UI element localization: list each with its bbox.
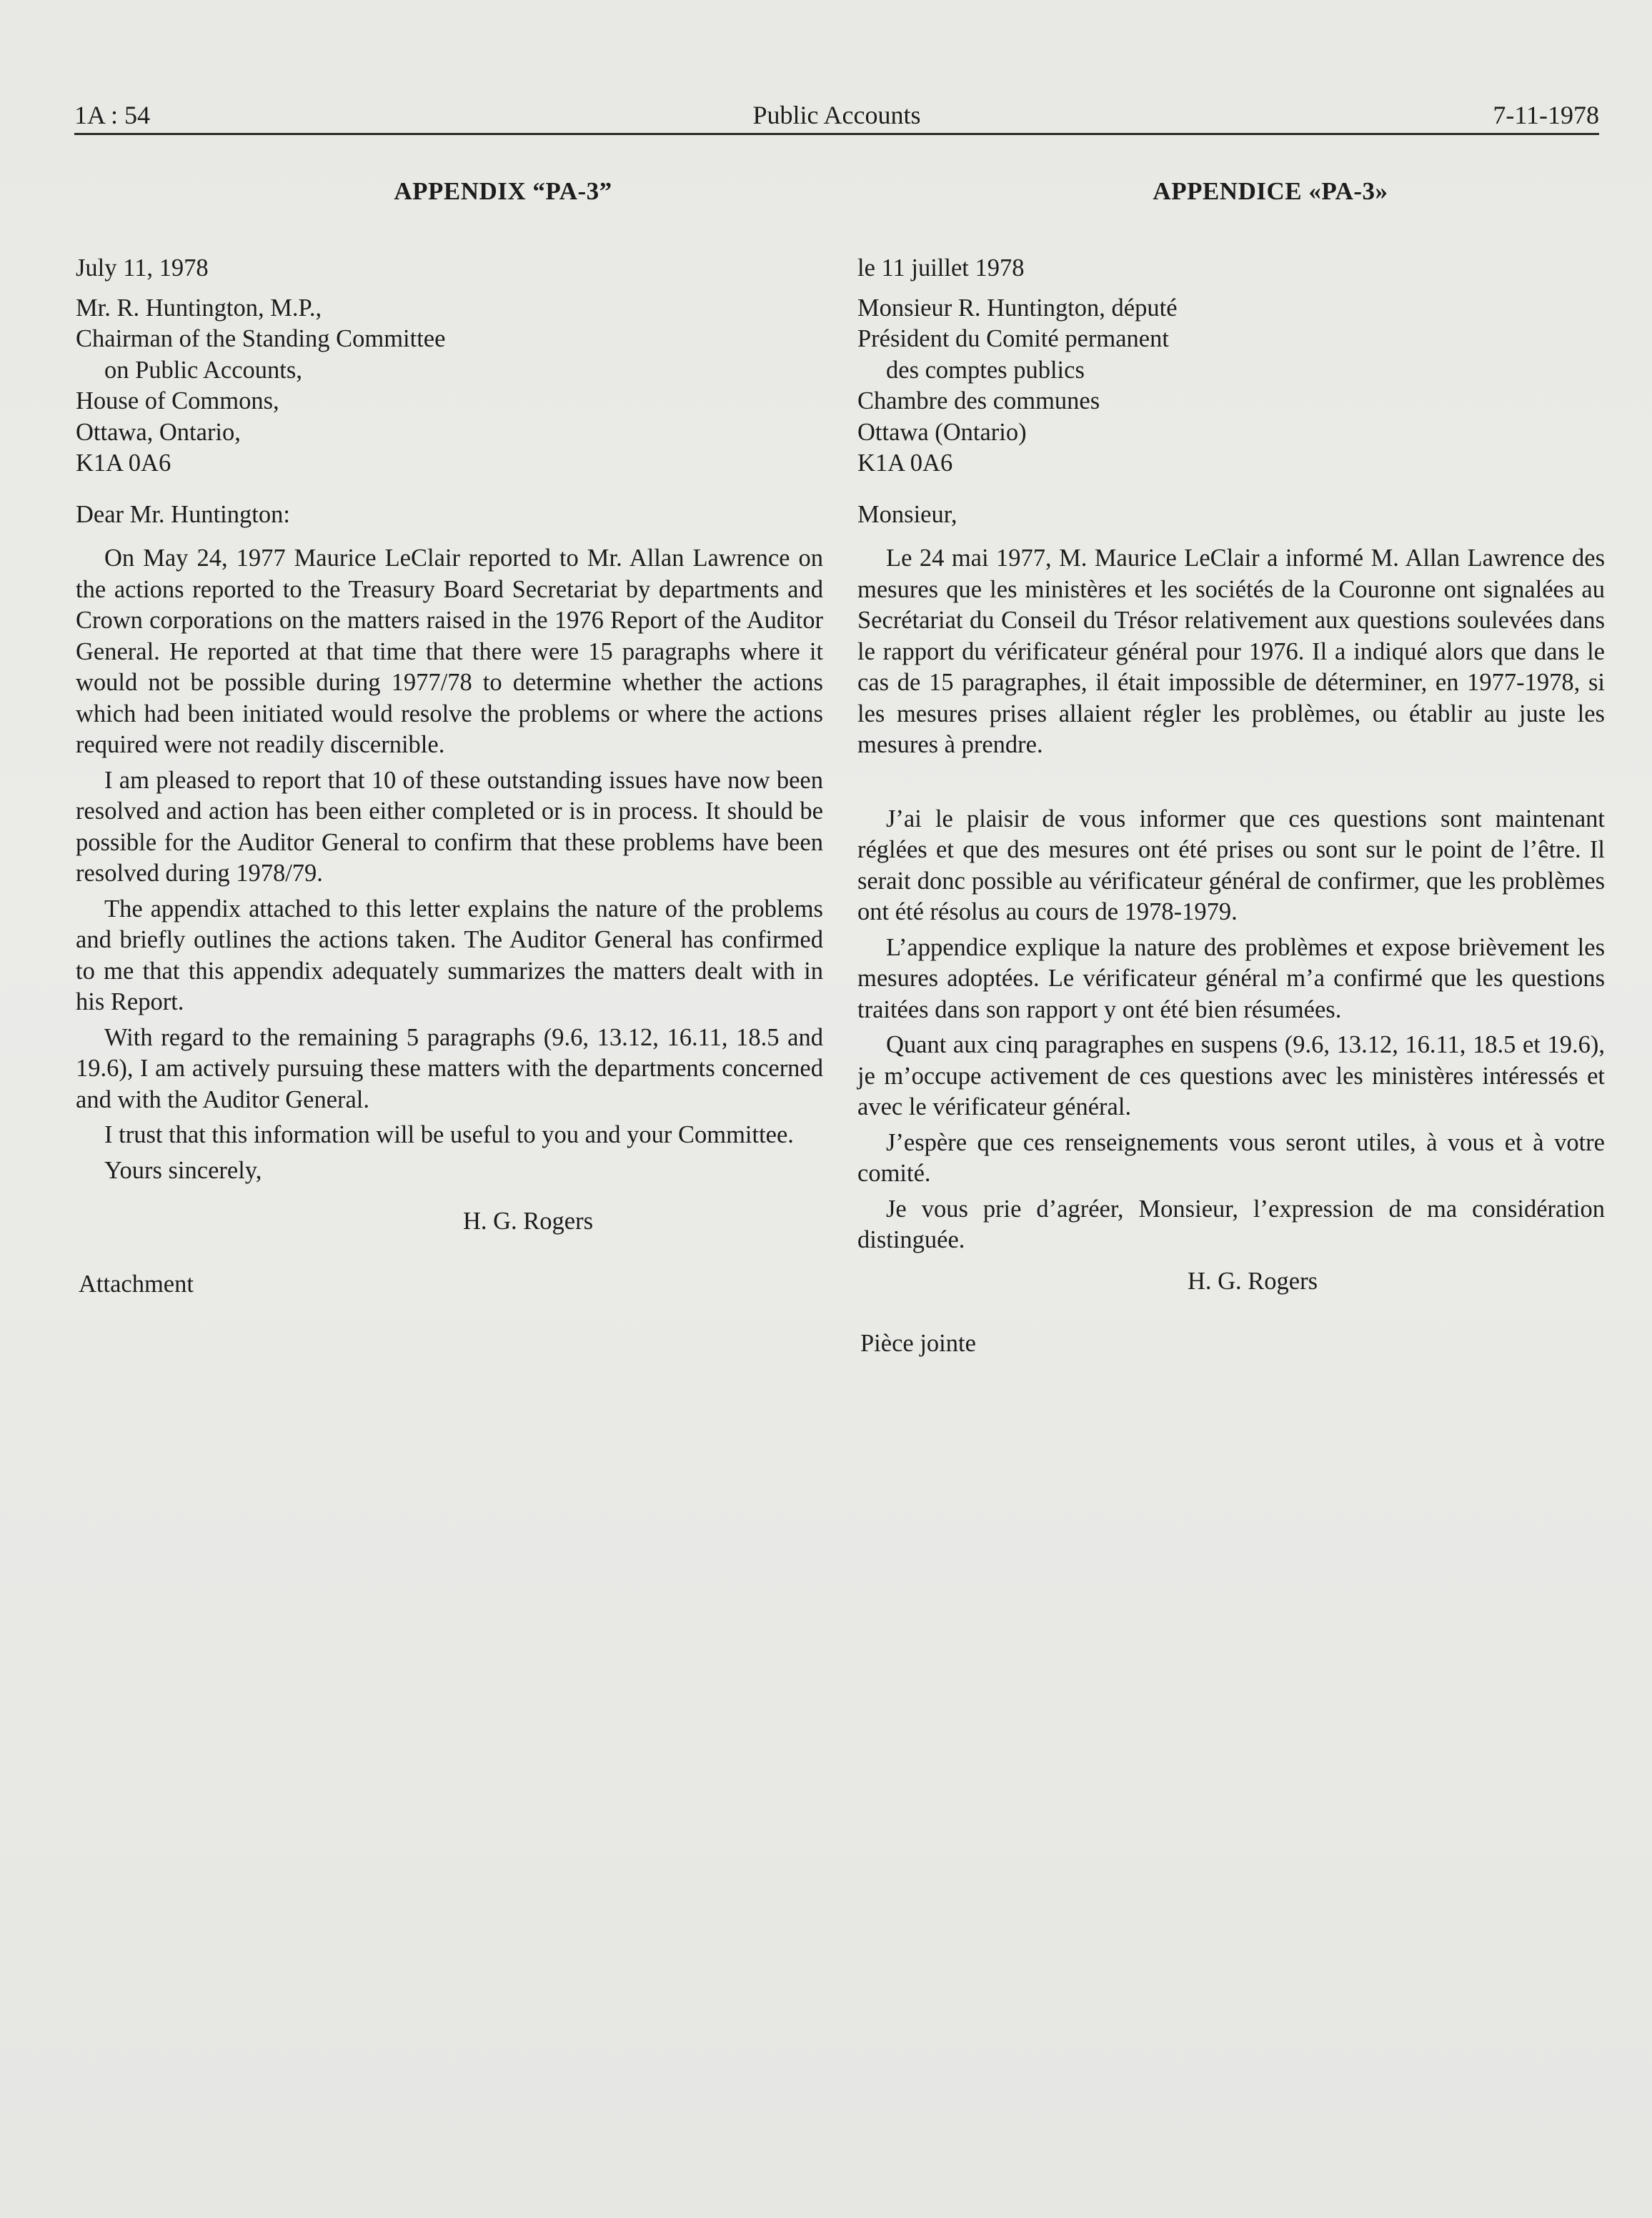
paragraph: J’ai le plaisir de vous informer que ces questions sont maintenant réglées et que des mesures ont été prises ou sont sur le point de l’être. Il serait donc possible au vérificateur général de confirmer, que les problèmes ont été résolus au cours de 1978-1979. [857, 805, 1605, 925]
paragraph: I trust that this information will be useful to you and your Committee. [104, 1121, 794, 1148]
address-line: House of Commons, [76, 387, 279, 414]
paragraph: On May 24, 1977 Maurice LeClair reported to Mr. Allan Lawrence on the actions reported to the Treasury Board Secretariat by departments and Crown corporations on the matters raised in the 1976 Report of the Auditor General. He reported at that time that there were 15 paragraphs where it would not be possible during 1977/78 to determine whether the actions which had been initiated would resolve the problems or where the actions required were not readily discernible. [76, 544, 823, 758]
running-head [74, 97, 1599, 133]
salutation-fr: Monsieur, [857, 500, 957, 528]
attachment-fr: Pièce jointe [860, 1330, 976, 1357]
closing-en: Yours sincerely, [104, 1156, 262, 1184]
address-block-en [76, 293, 823, 479]
paragraph: L’appendice explique la nature des problèmes et expose brièvement les mesures adoptées. Le vérificateur général m’a confirmé que les questions traitées dans son rapport y ont été bien résumées. [857, 933, 1605, 1023]
english-column [76, 169, 823, 1300]
paragraph: Le 24 mai 1977, M. Maurice LeClair a informé M. Allan Lawrence des mesures que les ministères et les sociétés de la Couronne ont signalées au Secrétariat du Conseil du Trésor relativement aux questions soulevées dans le rapport du vérificateur général pour 1976. Il a indiqué alors que dans le cas de 15 paragraphes, il était impossible de déterminer, en 1977-1978, si les mesures prises allaient régler les problèmes, ou établir au juste les mesures à prendre. [857, 544, 1605, 758]
paragraph: Quant aux cinq paragraphes en suspens (9.6, 13.12, 16.11, 18.5 et 19.6), je m’occupe activement de ces questions avec les ministères intéressés et avec le vérificateur général. [857, 1031, 1605, 1120]
address-line: Chairman of the Standing Committee [76, 325, 446, 352]
paragraph: J’espère que ces renseignements vous seront utiles, à vous et à votre comité. [857, 1128, 1605, 1187]
header-date: 7-11-1978 [1493, 101, 1599, 129]
signature-fr: H. G. Rogers [1187, 1267, 1318, 1295]
journal-title: Public Accounts [752, 101, 921, 129]
address-line: Ottawa (Ontario) [857, 418, 1027, 446]
address-line: Mr. R. Huntington, M.P., [76, 294, 322, 322]
paragraph: Je vous prie d’agréer, Monsieur, l’expression de ma considération distinguée. [857, 1195, 1605, 1253]
address-line: Chambre des communes [857, 387, 1100, 414]
address-line: Monsieur R. Huntington, député [857, 294, 1178, 322]
address-line: Ottawa, Ontario, [76, 418, 241, 446]
address-line: K1A 0A6 [76, 449, 171, 477]
salutation-en: Dear Mr. Huntington: [76, 500, 290, 528]
french-column [857, 169, 1605, 1360]
paragraph: With regard to the remaining 5 paragraphs (9.6, 13.12, 16.11, 18.5 and 19.6), I am actively pursuing these matters with the departments concerned and with the Auditor General. [76, 1023, 823, 1113]
letter-date-en: July 11, 1978 [76, 254, 209, 282]
attachment-en: Attachment [79, 1270, 194, 1298]
address-line: on Public Accounts, [104, 356, 302, 384]
appendix-title-en: APPENDIX “PA-3” [394, 177, 612, 205]
address-line: K1A 0A6 [857, 449, 953, 477]
appendix-title-fr: APPENDICE «PA-3» [1153, 177, 1388, 205]
address-line: Président du Comité permanent [857, 325, 1169, 352]
paragraph: I am pleased to report that 10 of these outstanding issues have now been resolved and action has been either completed or is in process. It should be possible for the Auditor General to confirm that these problems have been resolved during 1978/79. [76, 766, 823, 887]
address-line: des comptes publics [886, 356, 1085, 384]
signature-en: H. G. Rogers [462, 1208, 594, 1235]
page-number: 1A : 54 [74, 101, 151, 129]
letter-date-fr: le 11 juillet 1978 [857, 254, 1025, 282]
address-block-fr [857, 293, 1605, 479]
paragraph: The appendix attached to this letter explains the nature of the problems and briefly outlines the actions taken. The Auditor General has confirmed to me that this appendix adequately summarizes the matters dealt with in his Report. [76, 895, 823, 1015]
header-rule [74, 133, 1599, 135]
